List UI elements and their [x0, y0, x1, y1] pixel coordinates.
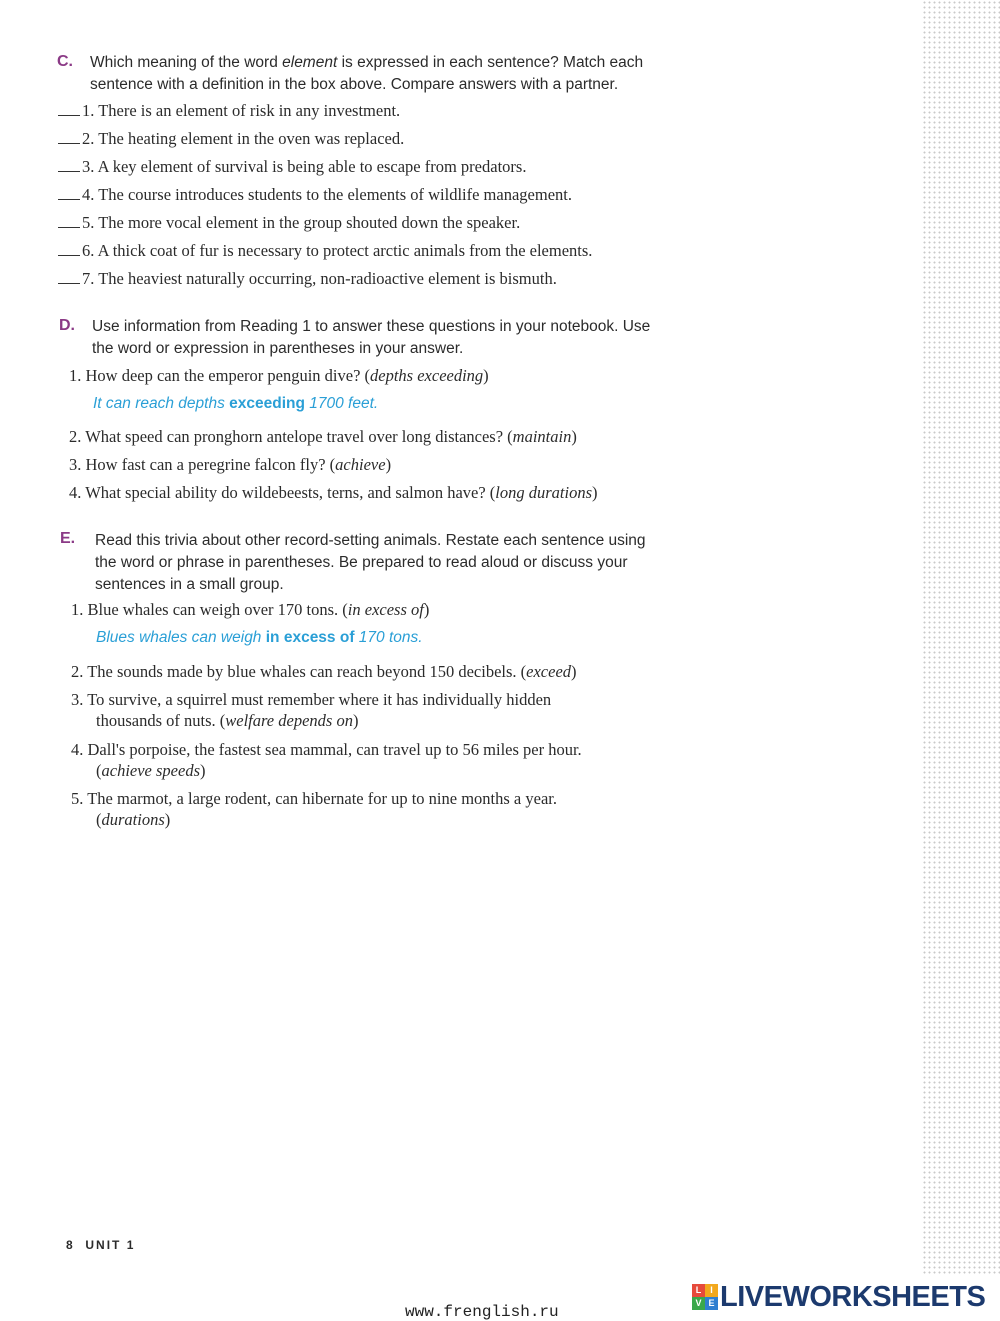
- section-e-instruction-3: sentences in a small group.: [95, 576, 284, 593]
- question-item: 3. How fast can a peregrine falcon fly? (achieve): [69, 455, 392, 474]
- section-d-letter: D.: [59, 317, 75, 334]
- trivia-item: 1. Blue whales can weigh over 170 tons. (in excess of): [71, 600, 430, 619]
- source-url[interactable]: www.frenglish.ru: [405, 1303, 559, 1321]
- match-item: 6. A thick coat of fur is necessary to protect arctic animals from the elements.: [58, 240, 592, 261]
- section-c-letter: C.: [57, 53, 73, 70]
- section-e-instruction-2: the word or phrase in parentheses. Be prepared to read aloud or discuss your: [95, 554, 628, 571]
- answer-blank[interactable]: [58, 189, 80, 200]
- section-e-letter: E.: [60, 530, 76, 547]
- page-footer: 8 UNIT 1: [66, 1238, 136, 1252]
- trivia-item: 4. Dall's porpoise, the fastest sea mammal, can travel up to 56 miles per hour.: [71, 740, 582, 759]
- section-d-instruction: Use information from Reading 1 to answer these questions in your notebook. Use: [92, 318, 651, 335]
- answer-blank[interactable]: [58, 273, 80, 284]
- section-d-instruction-2: the word or expression in parentheses in your answer.: [92, 340, 464, 357]
- brand-name: LIVEWORKSHEETS: [720, 1280, 986, 1313]
- answer-blank[interactable]: [58, 245, 80, 256]
- match-item: 2. The heating element in the oven was replaced.: [58, 128, 404, 149]
- match-item: 3. A key element of survival is being able to escape from predators.: [58, 156, 526, 177]
- match-item: 1. There is an element of risk in any investment.: [58, 100, 400, 121]
- dotted-margin: [922, 0, 1000, 1275]
- liveworksheets-logo-icon: L I V E: [692, 1284, 718, 1310]
- trivia-item-continued: thousands of nuts. (welfare depends on): [96, 711, 359, 730]
- section-e-instruction: Read this trivia about other record-setting animals. Restate each sentence using: [95, 532, 646, 549]
- trivia-item: 5. The marmot, a large rodent, can hibernate for up to nine months a year.: [71, 789, 557, 808]
- question-item: 1. How deep can the emperor penguin dive? (depths exceeding): [69, 366, 489, 385]
- match-item: 7. The heaviest naturally occurring, non-radioactive element is bismuth.: [58, 268, 557, 289]
- example-answer: It can reach depths exceeding 1700 feet.: [93, 395, 379, 412]
- answer-blank[interactable]: [58, 217, 80, 228]
- match-item: 4. The course introduces students to the elements of wildlife management.: [58, 184, 572, 205]
- trivia-item-continued: (achieve speeds): [96, 761, 206, 780]
- example-answer: Blues whales can weigh in excess of 170 tons.: [96, 629, 423, 646]
- liveworksheets-brand[interactable]: [692, 1281, 985, 1313]
- trivia-item: 2. The sounds made by blue whales can reach beyond 150 decibels. (exceed): [71, 662, 577, 681]
- question-item: 2. What speed can pronghorn antelope travel over long distances? (maintain): [69, 427, 577, 446]
- answer-blank[interactable]: [58, 161, 80, 172]
- answer-blank[interactable]: [58, 105, 80, 116]
- section-c-instruction-2: sentence with a definition in the box above. Compare answers with a partner.: [90, 76, 619, 93]
- trivia-item-continued: (durations): [96, 810, 171, 829]
- section-c-instruction: Which meaning of the word element is expressed in each sentence? Match each: [90, 54, 644, 71]
- question-item: 4. What special ability do wildebeests, terns, and salmon have? (long durations): [69, 483, 598, 502]
- answer-blank[interactable]: [58, 133, 80, 144]
- trivia-item: 3. To survive, a squirrel must remember where it has individually hidden: [71, 690, 552, 709]
- match-item: 5. The more vocal element in the group shouted down the speaker.: [58, 212, 520, 233]
